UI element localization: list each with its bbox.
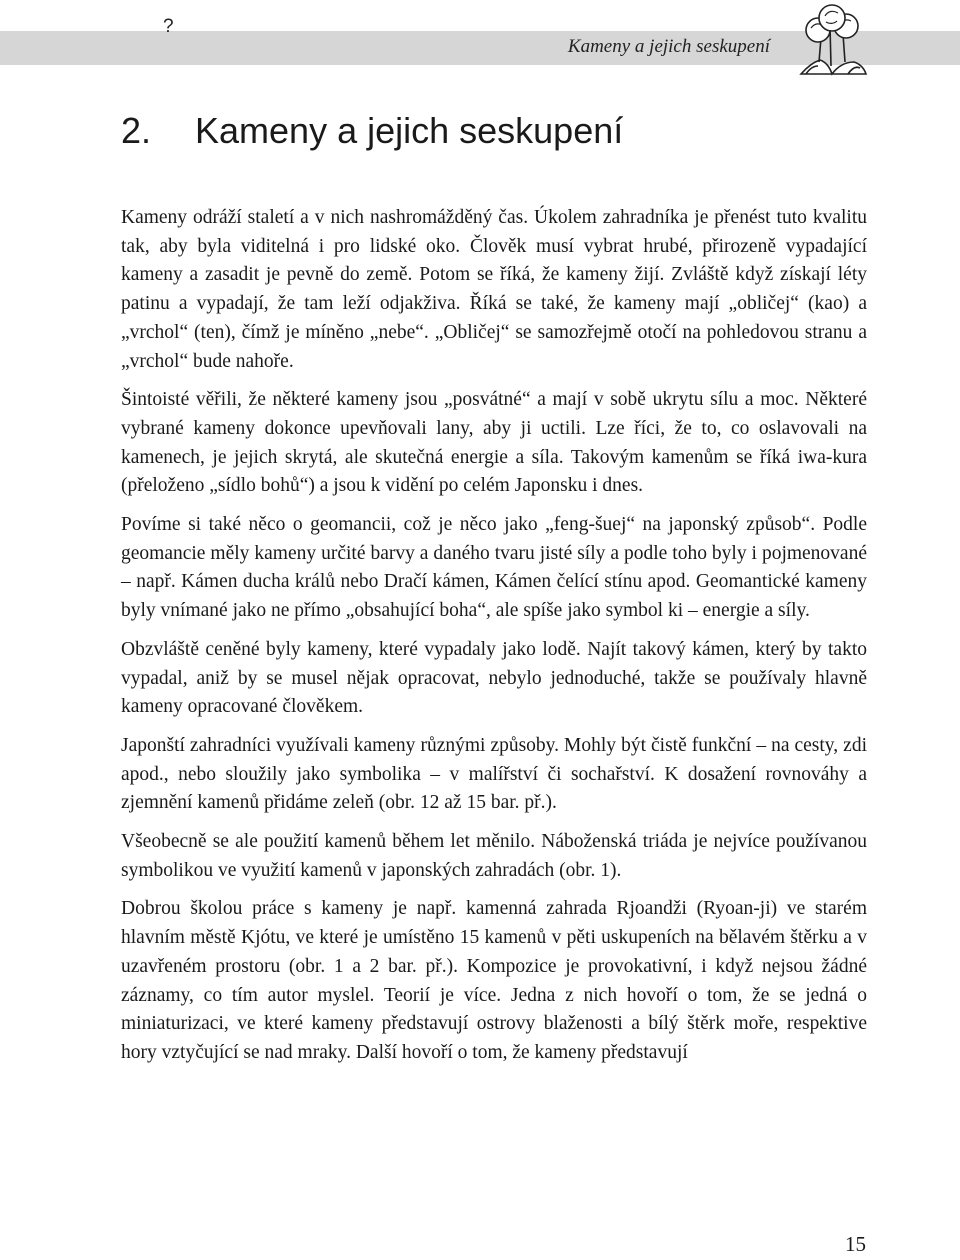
chapter-title-text: Kameny a jejich seskupení	[195, 110, 624, 151]
paragraph: Kameny odráží staletí a v nich nashromážděný čas. Úkolem zahradníka je přenést tuto kvalitu tak, aby byla viditelná i pro lidské oko. Člověk musí vybrat hrubé, přirozeně vypadající kameny a zasadit je pevně do země. Potom se říká, že kameny žijí. Zvláště když získají léty patinu a vypadají, že tam leží odjakživa. Říká se také, že kameny mají „obličej“ (kao) a „vrchol“ (ten), čímž je míněno „nebe“. „Obličej“ se samozřejmě otočí na pohledovou stranu a „vrchol“ bude nahoře.	[121, 207, 867, 372]
page-number: 15	[845, 1232, 866, 1256]
paragraph: Obzvláště ceněné byly kameny, které vypadaly jako lodě. Najít takový kámen, který by takto vypadal, aniž by se musel nějak opracovat, nebylo jednoduché, takže se používaly hlavně kameny opracované člověkem.	[121, 638, 867, 718]
header-mark: ?	[163, 16, 174, 37]
paragraph: Šintoisté věřili, že některé kameny jsou „posvátné“ a mají v sobě ukrytu sílu a moc. Některé vybrané kameny dokonce upevňovali lany, aby ji uctili. Lze říci, že to, co oslavovali na kamenech, je jejich skrytá, ale skutečná energie a síla. Takovým kamenům se říká iwa-kura (přeloženo „sídlo bohů“) a jsou k vidění po celém Japonsku i dnes.	[121, 389, 867, 497]
running-title: Kameny a jejich seskupení	[567, 36, 770, 57]
body-text	[121, 204, 867, 1078]
chapter-number: 2.	[121, 110, 152, 151]
paragraph: Dobrou školou práce s kameny je např. kamenná zahrada Rjoandži (Ryoan-ji) ve starém hlavním městě Kjótu, ve které je umístěno 15 kamenů v pěti uskupeních na bělavém štěrku a v uzavřeném prostoru (obr. 1 a 2 bar. př.). Kompozice je provokativní, i když nejsou žádné záznamy, co tím autor myslel. Teorií je více. Jedna z nich hovoří o tom, že se jedná o miniaturizaci, ve které kameny představují ostrovy blaženosti a bílý štěrk moře, respektive hory vztyčující se nad mraky. Další hovoří o tom, že kameny představují	[121, 898, 867, 1063]
paragraph: Japonští zahradníci využívali kameny různými způsoby. Mohly být čistě funkční – na cesty, zdi apod., nebo sloužily jako symbolika – v malířství či sochařství. K dosažení rovnováhy a zjemnění kamenů přidáme zeleň (obr. 12 až 15 bar. př.).	[121, 734, 867, 814]
paragraph: Povíme si také něco o geomancii, což je něco jako „feng-šuej“ na japonský způsob“. Podle geomancie měly kameny určité barvy a daného tvaru jisté síly a podle toho byly i pojmenované – např. Kámen ducha králů nebo Dračí kámen, Kámen čelící stínu apod. Geomantické kameny byly vnímané jako ne přímo „obsahující boha“, ale spíše jako symbol ki – energie a síly.	[121, 514, 867, 622]
tree-cluster-icon	[798, 2, 868, 76]
chapter-title	[121, 110, 623, 152]
paragraph: Všeobecně se ale použití kamenů během let měnilo. Náboženská triáda je nejvíce používanou symbolikou ve využití kamenů v japonských zahradách (obr. 1).	[121, 831, 867, 881]
